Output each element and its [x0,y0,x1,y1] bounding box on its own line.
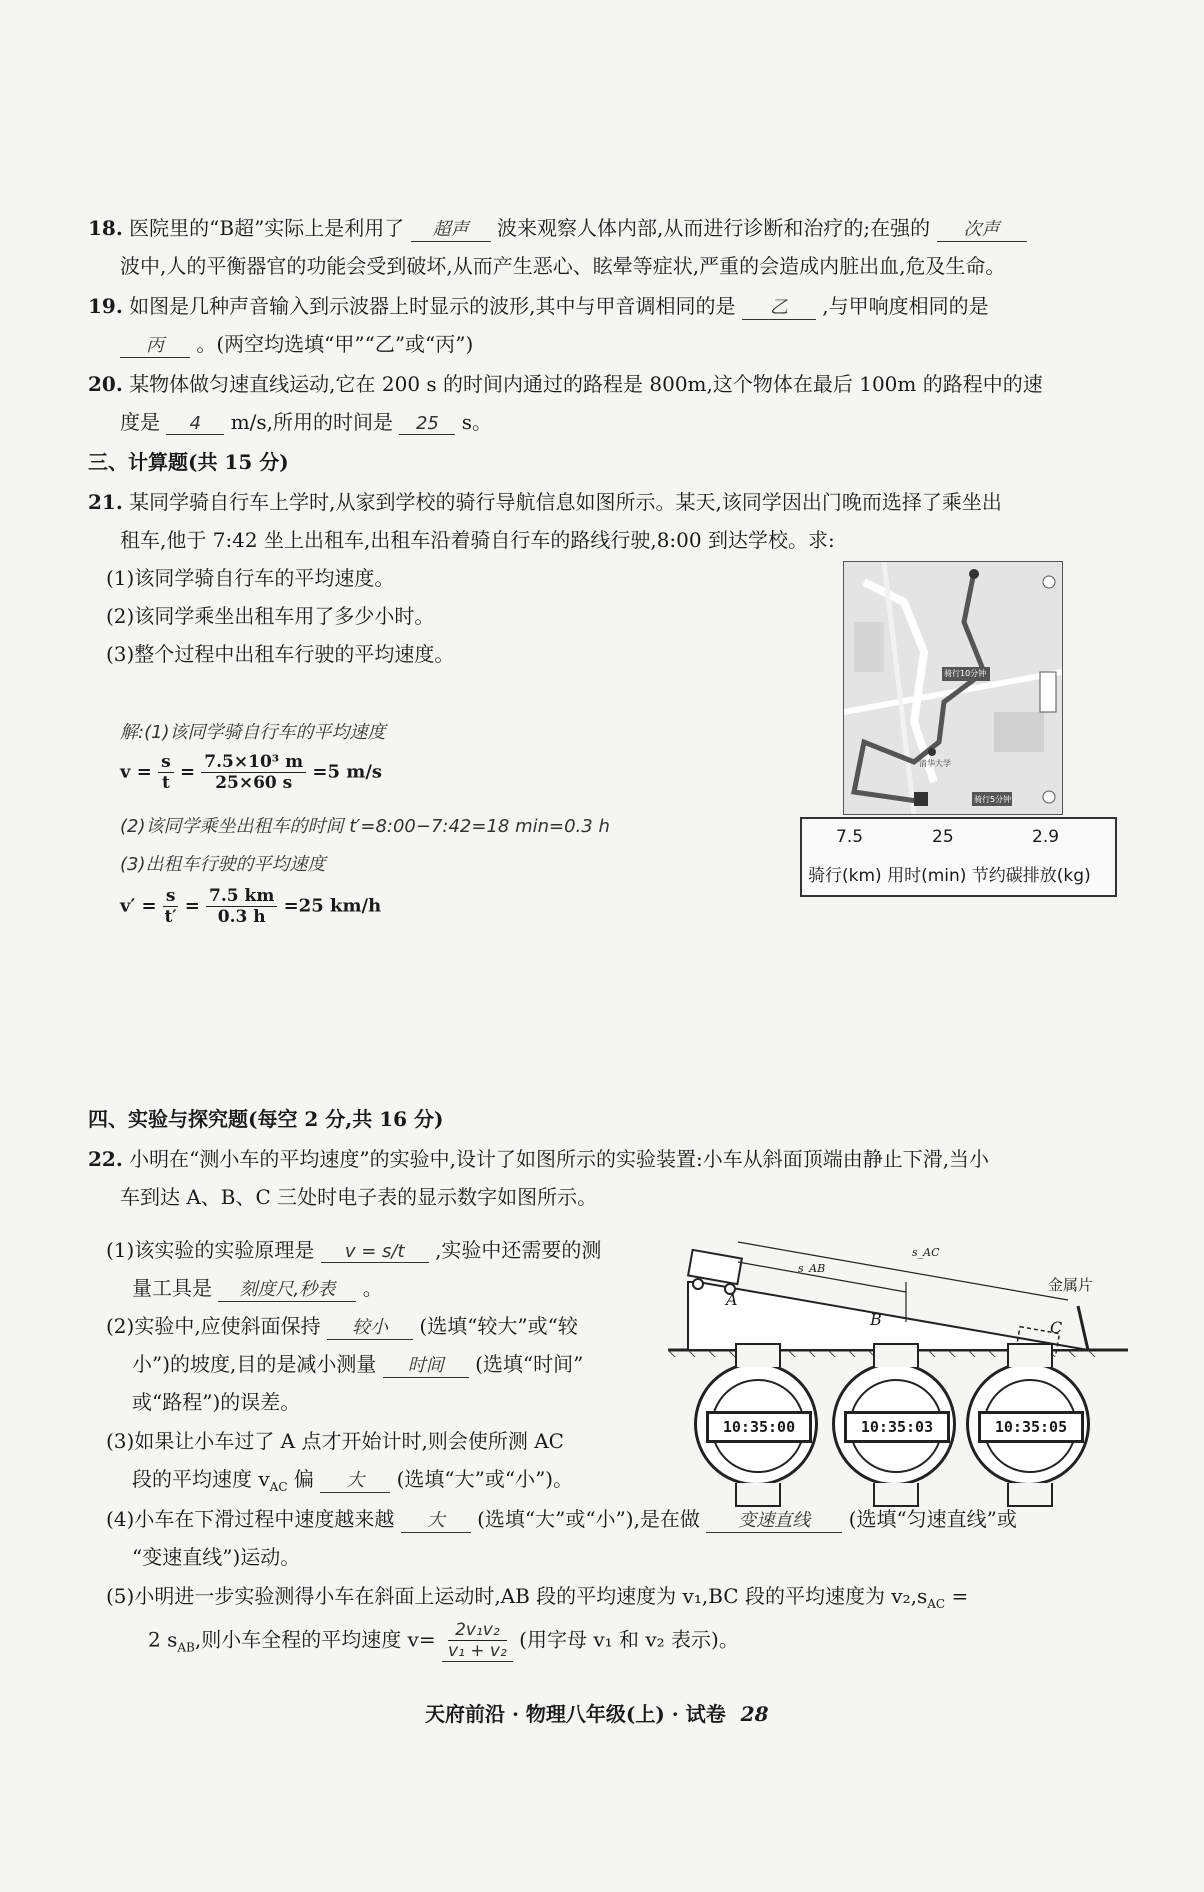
q20-text-4: s。 [461,410,493,434]
q22-sub1-line2 [132,1272,383,1302]
q21-solution-3: (3)出租车行驶的平均速度 [120,854,326,875]
q22-s1c: 量工具是 [132,1276,212,1300]
q21-solution-1: 解:(1)该同学骑自行车的平均速度 [120,722,386,743]
map-label-school: 清华大学 [919,759,951,768]
stopwatch-C [966,1362,1090,1486]
q19-text-3: 。(两空均选填“甲”“乙”或“丙”) [196,332,474,356]
q22-sub2-line3: 或“路程”)的误差。 [132,1390,301,1414]
eq1-fraction-1 [158,752,174,793]
q22-s1d: 。 [362,1276,383,1300]
q21-equation-1: v = $\frac{s}{t}$ = $\frac{\text{7.5×10³ m}}{25\times 60 s}$ =5 m/s [120,752,383,793]
eq3-fraction-1 [163,886,179,927]
map-routes [844,562,1062,814]
eq1-f1-num: s [158,752,174,773]
eq1-f2-den: 25×60 s [215,773,293,793]
map-label-ride10: 骑行10分钟 [944,669,987,678]
q22-line1 [88,1143,989,1172]
eq3-fraction-2 [206,886,277,927]
q22-a8-num: 2v₁v₂ [448,1620,507,1641]
q18-answer-2: 次声 [937,215,1027,242]
q22-s4b: (选填“大”或“小”),是在做 [477,1507,700,1531]
q19-number: 19. [88,294,123,318]
q22-sub4-line1 [106,1503,1017,1533]
q18-line1 [88,212,1027,242]
q22-s5c: 2 s [148,1627,178,1652]
eq3-result: =25 km/h [283,895,382,917]
label-C: C [1050,1318,1063,1337]
page-number: 28 [740,1702,769,1726]
label-metal-plate: 金属片 [1048,1276,1094,1294]
q22-sub1-line1 [106,1234,601,1263]
q22-sub4-line2: “变速直线”)运动。 [132,1545,301,1569]
q22-s1a: (1)该实验的实验原理是 [106,1238,315,1262]
stopwatch-B-time: 10:35:03 [844,1411,950,1443]
q22-s5d: ,则小车全程的平均速度 v= [194,1627,436,1652]
eq3-f1-num: s [163,886,179,907]
q22-s1b: ,实验中还需要的测 [435,1238,602,1262]
metal-plate [1078,1306,1088,1350]
q22-s2b: (选填“较大”或“较 [419,1314,578,1338]
stopwatch-C-time: 10:35:05 [978,1411,1084,1443]
q22-answer-2: 刻度尺,秒表 [218,1275,356,1302]
q21-line1 [88,486,1002,515]
q20-text-3: m/s,所用的时间是 [230,410,394,434]
q22-text-1: 小明在“测小车的平均速度”的实验中,设计了如图所示的实验装置:小车从斜面顶端由静止下滑,当小 [129,1147,990,1171]
legend-labels: 骑行(km) 用时(min) 节约碳排放(kg) [808,866,1091,886]
eq3-f2-num: 7.5 km [206,886,277,907]
q19-answer-1: 乙 [742,293,816,320]
q22-sub3-line2 [132,1463,573,1494]
q18-number: 18. [88,216,123,240]
eq1-result: =5 m/s [312,761,383,783]
incline-slope [688,1282,1088,1350]
q22-s5-sub2: AB [177,1640,195,1655]
q22-answer-5: 大 [320,1466,390,1493]
label-B: B [870,1310,882,1329]
legend-carbon: 2.9 [1032,827,1060,847]
q22-answer-6: 大 [401,1506,471,1533]
q22-sub5-line1 [106,1580,968,1611]
q22-sub3-line1: (3)如果让小车过了 A 点才开始计时,则会使所测 AC [106,1429,564,1453]
q19-text-1: 如图是几种声音输入到示波器上时显示的波形,其中与甲音调相同的是 [129,294,736,318]
q22-s3-sub: AC [269,1480,288,1494]
q18-text-1: 医院里的“B超”实际上是利用了 [129,216,405,240]
q21-solution-2: (2)该同学乘坐出租车的时间 t′=8:00−7:42=18 min=0.3 h [120,816,610,837]
eq1-fraction-2 [201,752,306,793]
q20-answer-2: 25 [399,413,455,435]
q20-text-1: 某物体做匀速直线运动,它在 200 s 的时间内通过的路程是 800m,这个物体在最后 100m 的路程中的速 [129,372,1043,396]
eq1-lhs: v = [120,761,152,783]
q19-line1 [88,290,989,320]
q21-text-1: 某同学骑自行车上学时,从家到学校的骑行导航信息如图所示。某天,该同学因出门晚而选择了乘坐出 [129,490,1002,514]
section-3-heading: 三、计算题(共 15 分) [88,450,289,474]
q22-s5b: = [945,1584,969,1608]
label-A: A [726,1290,738,1309]
q22-s4a: (4)小车在下滑过程中速度越来越 [106,1507,395,1531]
legend-distance: 7.5 [836,827,864,847]
map-label-ride5: 骑行5分钟 [974,795,1012,804]
stopwatch-A [694,1362,818,1486]
q19-line2 [120,328,473,358]
eq3-f2-den: 0.3 h [217,907,266,927]
q19-text-2: ,与甲响度相同的是 [822,294,989,318]
q22-s5-sub: AC [927,1597,946,1611]
q18-text-2: 波来观察人体内部,从而进行诊断和治疗的;在强的 [497,216,931,240]
footer-text: 天府前沿 · 物理八年级(上) · 试卷 [425,1702,726,1726]
section-4-heading: 四、实验与探究题(每空 2 分,共 16 分) [88,1107,444,1131]
stopwatch-B [832,1362,956,1486]
q18-line2: 波中,人的平衡器官的功能会受到破坏,从而产生恶心、眩晕等症状,严重的会造成内脏出血,危及生命。 [120,254,1006,278]
label-sac: s_AC [912,1246,940,1259]
q21-sub-1: (1)该同学骑自行车的平均速度。 [106,566,395,590]
q21-equation-3: v′ = $\frac{s}{t'}$ = $\frac{7.5 km}{0.3 h}$ =25 km/h [120,886,382,927]
q22-s2c: 小”)的坡度,目的是减小测量 [132,1352,377,1376]
label-sab: s_AB [798,1262,826,1275]
q22-s2d: (选填“时间” [475,1352,584,1376]
eq3-lhs: v′ = [120,895,157,917]
q22-number: 22. [88,1147,123,1171]
q22-s5a: (5)小明进一步实验测得小车在斜面上运动时,AB 段的平均速度为 v₁,BC 段的平均速度为 v₂,s [106,1584,928,1608]
q20-text-2: 度是 [120,410,160,434]
legend-time: 25 [932,827,954,847]
q22-answer-4: 时间 [383,1351,469,1378]
q22-s3b: 段的平均速度 v [132,1467,270,1491]
navigation-legend [800,817,1117,897]
q22-sub2-line1 [106,1310,578,1340]
q21-number: 21. [88,490,123,514]
stopwatch-A-time: 10:35:00 [706,1411,812,1443]
q22-s3d: (选填“大”或“小”)。 [396,1467,574,1491]
eq1-f2-num: 7.5×10³ m [201,752,306,773]
q19-answer-2: 丙 [120,331,190,358]
q22-line2: 车到达 A、B、C 三处时电子表的显示数字如图所示。 [120,1185,598,1209]
q22-sub5-line2 [148,1620,739,1662]
q22-answer-3: 较小 [327,1313,413,1340]
footer [425,1698,769,1727]
q21-line2: 租车,他于 7:42 坐上出租车,出租车沿着骑自行车的路线行驶,8:00 到达学校。求: [120,528,835,552]
eq1-f1-den: t [161,773,170,793]
q22-answer-8 [442,1620,513,1662]
q20-line1 [88,368,1043,397]
q22-s2a: (2)实验中,应使斜面保持 [106,1314,321,1338]
navigation-map [843,561,1063,815]
q22-s3c: 偏 [293,1467,314,1491]
q22-answer-7: 变速直线 [706,1506,842,1533]
q22-a8-den: v₁ + v₂ [447,1641,507,1661]
q20-number: 20. [88,372,123,396]
q22-s4c: (选填“匀速直线”或 [848,1507,1017,1531]
eq3-f1-den: t′ [164,907,177,927]
q22-answer-1: v = s/t [321,1241,429,1263]
q22-sub2-line2 [132,1348,583,1378]
q18-answer-1: 超声 [411,215,491,242]
q20-line2 [120,406,492,435]
q21-sub-3: (3)整个过程中出租车行驶的平均速度。 [106,642,455,666]
q21-sub-2: (2)该同学乘坐出租车用了多少小时。 [106,604,435,628]
q22-s5e: (用字母 v₁ 和 v₂ 表示)。 [519,1627,739,1652]
q20-answer-1: 4 [166,413,224,435]
